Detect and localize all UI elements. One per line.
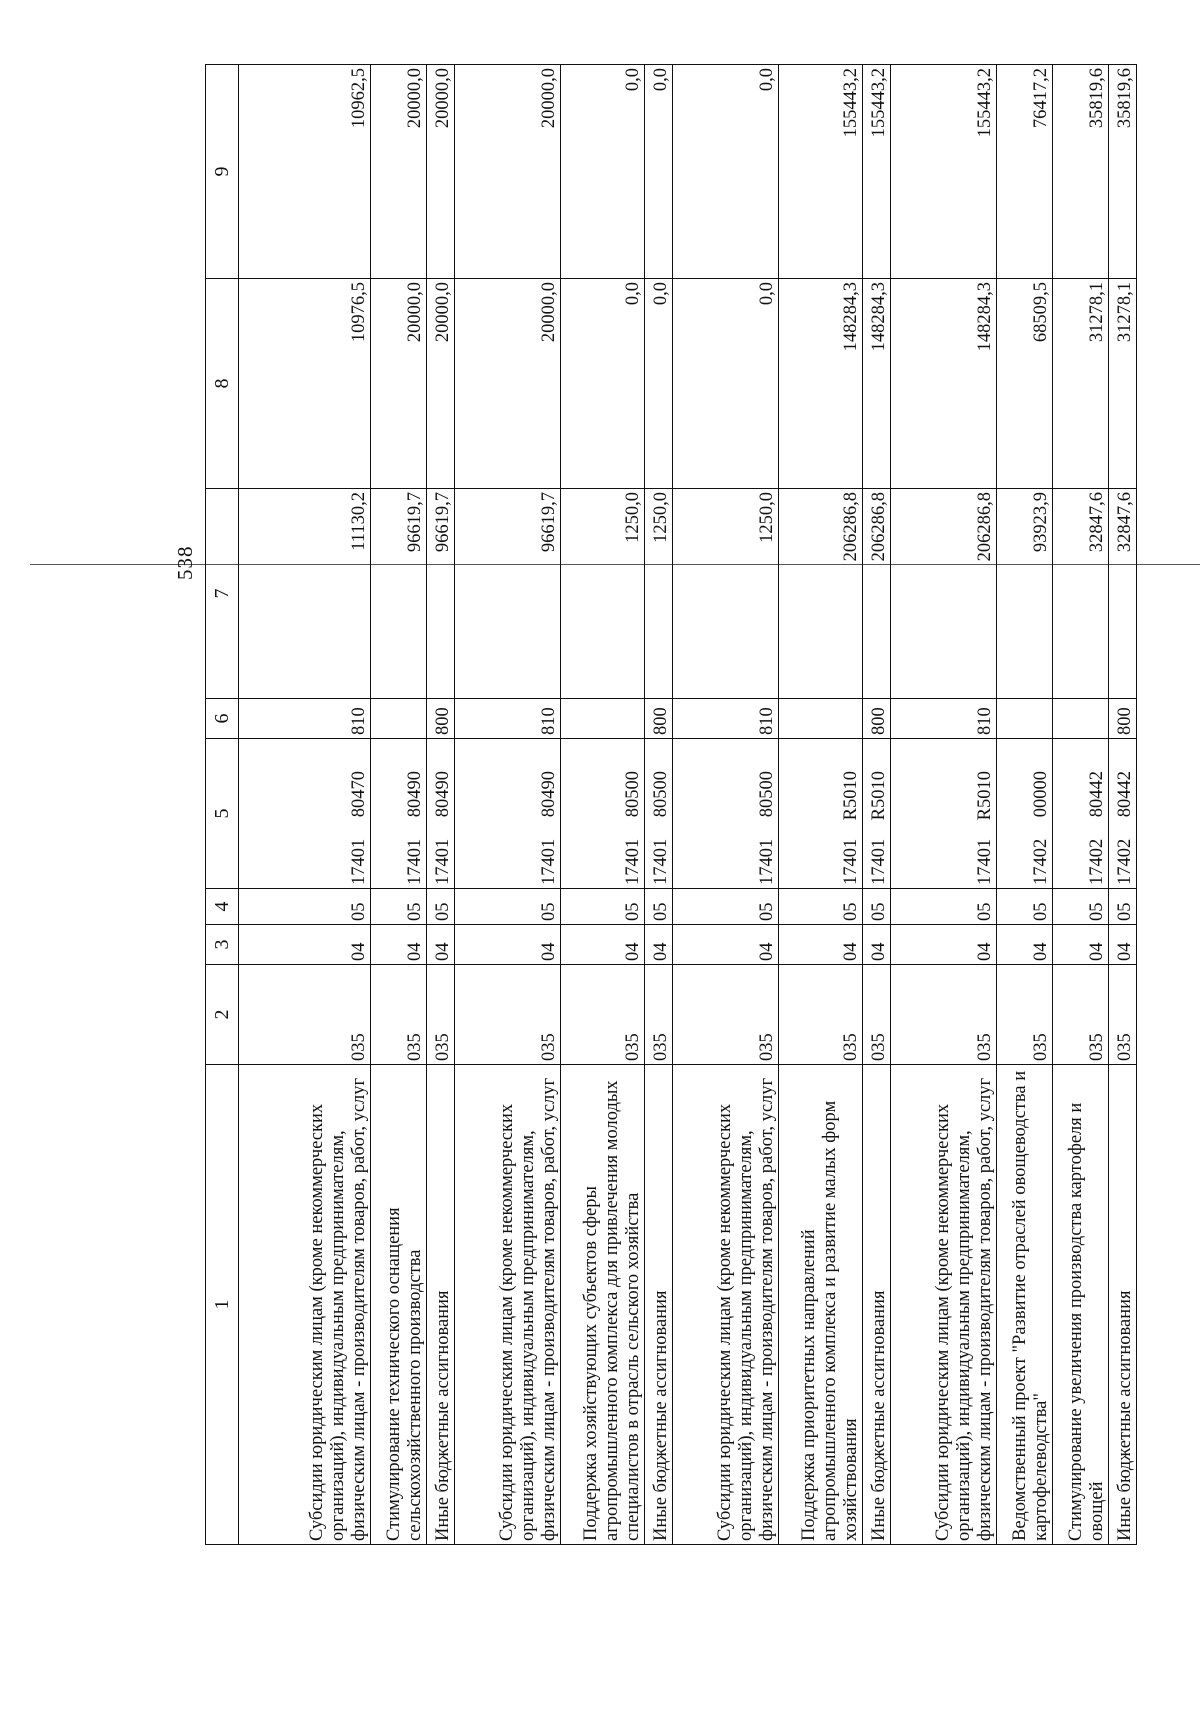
- table-body: [239, 65, 1137, 1545]
- target-article-direction: 80500: [757, 771, 778, 818]
- row-admin-code: 035: [863, 965, 891, 1065]
- row-section: 04: [561, 925, 645, 965]
- target-article-direction: 00000: [1031, 771, 1052, 818]
- row-amount-col7: 1250,0: [673, 489, 779, 699]
- row-admin-code: 035: [427, 965, 455, 1065]
- col-header-2: 2: [206, 965, 239, 1065]
- row-section: 04: [1109, 925, 1137, 965]
- row-amount-col7: 96619,7: [427, 489, 455, 699]
- row-admin-code: 035: [997, 965, 1053, 1065]
- row-admin-code: 035: [239, 965, 371, 1065]
- table-row: [455, 65, 561, 1545]
- target-article-direction: R5010: [975, 771, 996, 821]
- row-target-article: [239, 739, 371, 889]
- row-subsection: 05: [1053, 889, 1109, 925]
- target-article-program: 17401: [869, 838, 890, 885]
- row-amount-col7: 11130,2: [239, 489, 371, 699]
- target-article-program: 17401: [841, 838, 862, 885]
- row-amount-col8: 31278,1: [1109, 279, 1137, 489]
- row-amount-col7: 1250,0: [561, 489, 645, 699]
- row-target-article: [1109, 739, 1137, 889]
- row-amount-col9: 0,0: [561, 65, 645, 279]
- target-article-direction: 80490: [433, 771, 454, 818]
- row-amount-col8: 0,0: [645, 279, 673, 489]
- row-amount-col9: 76417,2: [997, 65, 1053, 279]
- row-section: 04: [779, 925, 863, 965]
- row-expense-type: [561, 699, 645, 739]
- row-subsection: 05: [863, 889, 891, 925]
- row-admin-code: 035: [673, 965, 779, 1065]
- rotated-content: [135, 65, 1135, 1545]
- row-subsection: 05: [239, 889, 371, 925]
- row-amount-col8: 148284,3: [891, 279, 997, 489]
- row-amount-col8: 68509,5: [997, 279, 1053, 489]
- row-amount-col8: 0,0: [561, 279, 645, 489]
- row-amount-col7: 93923,9: [997, 489, 1053, 699]
- row-expense-type: 800: [863, 699, 891, 739]
- col-header-9: 9: [206, 65, 239, 279]
- row-expense-type: 810: [455, 699, 561, 739]
- row-subsection: 05: [371, 889, 427, 925]
- row-target-article: [779, 739, 863, 889]
- col-header-1: 1: [206, 1065, 239, 1545]
- row-expense-type: 800: [645, 699, 673, 739]
- row-section: 04: [891, 925, 997, 965]
- row-amount-col8: 0,0: [673, 279, 779, 489]
- row-name: Субсидии юридическим лицам (кроме некоммерческих организаций), индивидуальным предпринимателям, физическим лицам - производителям товаров, работ, услуг: [455, 1065, 561, 1545]
- row-subsection: 05: [673, 889, 779, 925]
- table-row: [561, 65, 645, 1545]
- row-admin-code: 035: [779, 965, 863, 1065]
- row-target-article: [455, 739, 561, 889]
- table-row: [673, 65, 779, 1545]
- row-subsection: 05: [427, 889, 455, 925]
- row-amount-col9: 155443,2: [863, 65, 891, 279]
- col-header-3: 3: [206, 925, 239, 965]
- row-name: Субсидии юридическим лицам (кроме некоммерческих организаций), индивидуальным предпринимателям, физическим лицам - производителям товаров, работ, услуг: [239, 1065, 371, 1545]
- row-name: Иные бюджетные ассигнования: [645, 1065, 673, 1545]
- row-admin-code: 035: [891, 965, 997, 1065]
- row-target-article: [1053, 739, 1109, 889]
- table-row: [645, 65, 673, 1545]
- row-expense-type: [371, 699, 427, 739]
- page-number: 538: [173, 545, 197, 580]
- row-section: 04: [455, 925, 561, 965]
- row-name: Иные бюджетные ассигнования: [863, 1065, 891, 1545]
- row-amount-col9: 20000,0: [427, 65, 455, 279]
- row-amount-col8: 20000,0: [455, 279, 561, 489]
- budget-table: [205, 64, 1137, 1545]
- row-target-article: [863, 739, 891, 889]
- row-expense-type: [1053, 699, 1109, 739]
- row-amount-col7: 96619,7: [455, 489, 561, 699]
- row-name: Иные бюджетные ассигнования: [1109, 1065, 1137, 1545]
- row-subsection: 05: [779, 889, 863, 925]
- target-article-program: 17401: [623, 838, 644, 885]
- target-article-program: 17402: [1115, 838, 1136, 885]
- table-row: [997, 65, 1053, 1545]
- col-header-6: 6: [206, 699, 239, 739]
- target-article-direction: 80470: [349, 771, 370, 818]
- row-admin-code: 035: [645, 965, 673, 1065]
- table-row: [1109, 65, 1137, 1545]
- row-section: 04: [239, 925, 371, 965]
- row-section: 04: [371, 925, 427, 965]
- row-name: Поддержка хозяйствующих субъектов сферы агропромышленного комплекса для привлечения молодых специалистов в отрасль сельского хозяйства: [561, 1065, 645, 1545]
- row-section: 04: [997, 925, 1053, 965]
- row-amount-col9: 0,0: [673, 65, 779, 279]
- row-name: Поддержка приоритетных направлений агропромышленного комплекса и развитие малых форм хозяйствования: [779, 1065, 863, 1545]
- target-article-direction: 80500: [623, 771, 644, 818]
- target-article-direction: 80500: [651, 771, 672, 818]
- row-target-article: [997, 739, 1053, 889]
- target-article-program: 17401: [757, 838, 778, 885]
- row-amount-col8: 31278,1: [1053, 279, 1109, 489]
- row-subsection: 05: [645, 889, 673, 925]
- row-expense-type: 810: [891, 699, 997, 739]
- row-subsection: 05: [997, 889, 1053, 925]
- target-article-program: 17402: [1087, 838, 1108, 885]
- target-article-program: 17401: [975, 838, 996, 885]
- row-amount-col8: 148284,3: [779, 279, 863, 489]
- row-amount-col7: 206286,8: [863, 489, 891, 699]
- row-subsection: 05: [1109, 889, 1137, 925]
- row-admin-code: 035: [561, 965, 645, 1065]
- row-section: 04: [673, 925, 779, 965]
- table-row: [371, 65, 427, 1545]
- row-target-article: [561, 739, 645, 889]
- target-article-program: 17401: [539, 838, 560, 885]
- target-article-program: 17401: [433, 838, 454, 885]
- row-expense-type: 800: [1109, 699, 1137, 739]
- target-article-program: 17401: [349, 838, 370, 885]
- row-section: 04: [863, 925, 891, 965]
- row-expense-type: 800: [427, 699, 455, 739]
- row-section: 04: [645, 925, 673, 965]
- row-amount-col9: 155443,2: [891, 65, 997, 279]
- row-amount-col7: 206286,8: [779, 489, 863, 699]
- col-header-4: 4: [206, 889, 239, 925]
- row-name: Субсидии юридическим лицам (кроме некоммерческих организаций), индивидуальным предпринимателям, физическим лицам - производителям товаров, работ, услуг: [673, 1065, 779, 1545]
- row-expense-type: [997, 699, 1053, 739]
- row-target-article: [673, 739, 779, 889]
- col-header-7: 7: [206, 489, 239, 699]
- row-target-article: [891, 739, 997, 889]
- table-header-row: [206, 65, 239, 1545]
- target-article-program: 17402: [1031, 838, 1052, 885]
- row-amount-col8: 20000,0: [427, 279, 455, 489]
- row-amount-col8: 148284,3: [863, 279, 891, 489]
- row-expense-type: 810: [673, 699, 779, 739]
- row-admin-code: 035: [455, 965, 561, 1065]
- row-name: Стимулирование увеличения производства картофеля и овощей: [1053, 1065, 1109, 1545]
- row-admin-code: 035: [371, 965, 427, 1065]
- target-article-program: 17401: [651, 838, 672, 885]
- row-amount-col7: 1250,0: [645, 489, 673, 699]
- target-article-direction: 80442: [1115, 771, 1136, 818]
- table-row: [239, 65, 371, 1545]
- col-header-8: 8: [206, 279, 239, 489]
- row-name: Субсидии юридическим лицам (кроме некоммерческих организаций), индивидуальным предпринимателям, физическим лицам - производителям товаров, работ, услуг: [891, 1065, 997, 1545]
- target-article-direction: 80442: [1087, 771, 1108, 818]
- row-admin-code: 035: [1109, 965, 1137, 1065]
- row-admin-code: 035: [1053, 965, 1109, 1065]
- row-amount-col9: 20000,0: [371, 65, 427, 279]
- target-article-direction: 80490: [539, 771, 560, 818]
- row-name: Иные бюджетные ассигнования: [427, 1065, 455, 1545]
- row-amount-col9: 35819,6: [1053, 65, 1109, 279]
- table-row: [427, 65, 455, 1545]
- row-section: 04: [1053, 925, 1109, 965]
- row-name: Стимулирование технического оснащения сельскохозяйственного производства: [371, 1065, 427, 1545]
- row-amount-col7: 32847,6: [1053, 489, 1109, 699]
- row-amount-col8: 20000,0: [371, 279, 427, 489]
- row-amount-col9: 155443,2: [779, 65, 863, 279]
- row-section: 04: [427, 925, 455, 965]
- row-subsection: 05: [891, 889, 997, 925]
- row-amount-col9: 0,0: [645, 65, 673, 279]
- row-expense-type: 810: [239, 699, 371, 739]
- target-article-direction: 80490: [405, 771, 426, 818]
- row-target-article: [427, 739, 455, 889]
- row-amount-col7: 206286,8: [891, 489, 997, 699]
- row-amount-col7: 32847,6: [1109, 489, 1137, 699]
- row-amount-col9: 35819,6: [1109, 65, 1137, 279]
- col-header-5: 5: [206, 739, 239, 889]
- row-target-article: [371, 739, 427, 889]
- row-subsection: 05: [561, 889, 645, 925]
- target-article-direction: R5010: [869, 771, 890, 821]
- target-article-program: 17401: [405, 838, 426, 885]
- row-amount-col9: 10962,5: [239, 65, 371, 279]
- row-amount-col7: 96619,7: [371, 489, 427, 699]
- table-row: [863, 65, 891, 1545]
- row-amount-col9: 20000,0: [455, 65, 561, 279]
- row-target-article: [645, 739, 673, 889]
- row-subsection: 05: [455, 889, 561, 925]
- table-row: [891, 65, 997, 1545]
- table-row: [1053, 65, 1109, 1545]
- row-expense-type: [779, 699, 863, 739]
- target-article-direction: R5010: [841, 771, 862, 821]
- table-row: [779, 65, 863, 1545]
- row-amount-col8: 10976,5: [239, 279, 371, 489]
- row-name: Ведомственный проект "Развитие отраслей овощеводства и картофелеводства": [997, 1065, 1053, 1545]
